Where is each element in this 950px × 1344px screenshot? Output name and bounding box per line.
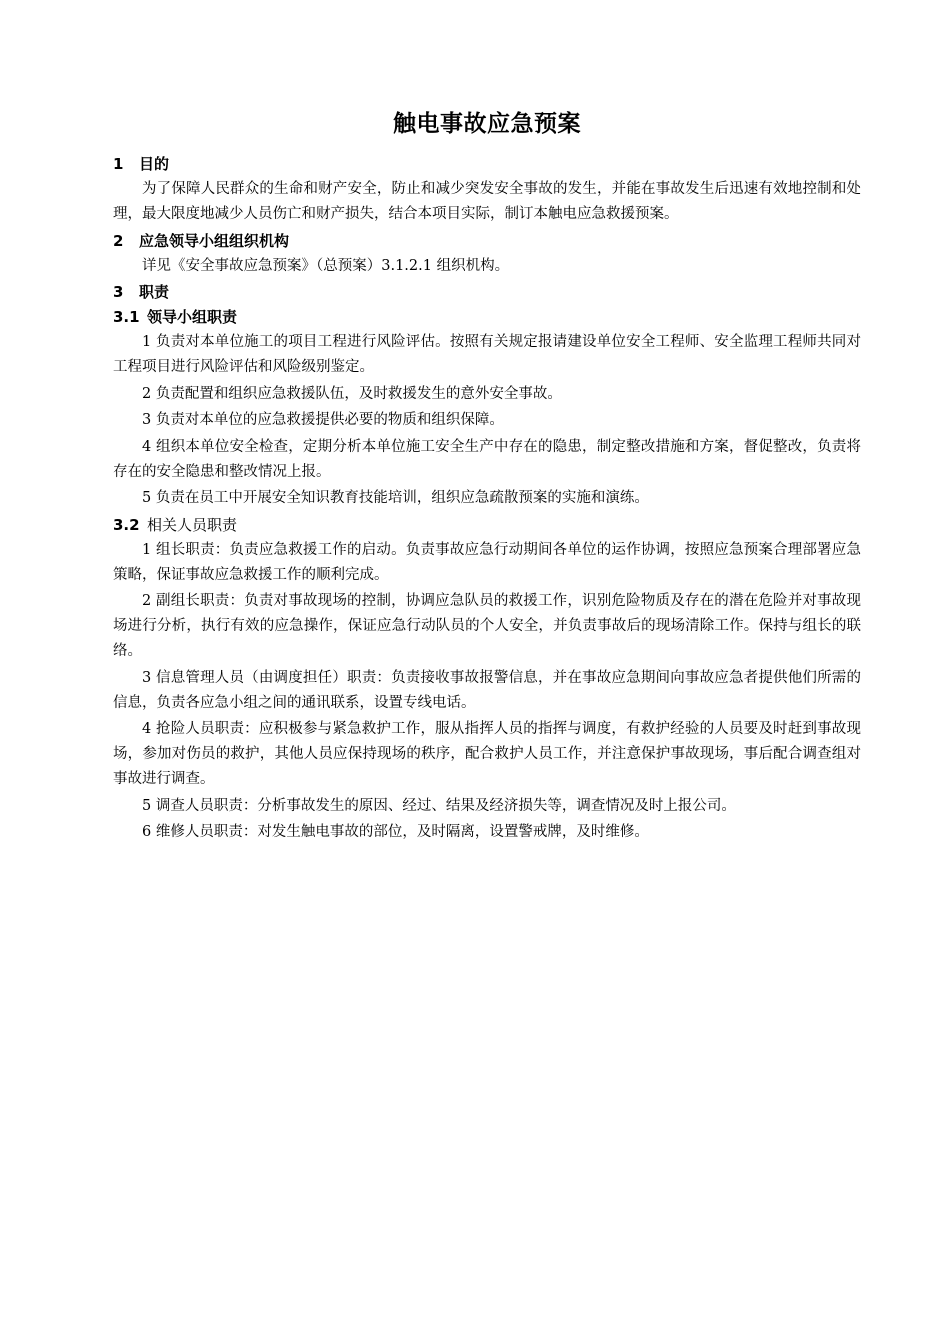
list-item: 2 副组长职责：负责对事故现场的控制，协调应急队员的救援工作，识别危险物质及存在的潜在危险并对事故现场进行分析，执行有效的应急操作，保证应急行动队员的个人安全，并负责事故后的现场清除工作。保持与组长的联络。: [113, 593, 861, 659]
section-1-paragraph: 为了保障人民群众的生命和财产安全，防止和减少突发安全事故的发生，并能在事故发生后迅速有效地控制和处理，最大限度地减少人员伤亡和财产损失，结合本项目实际，制订本触电应急救援预案。: [113, 181, 861, 222]
section-title: 应急领导小组组织机构: [139, 231, 290, 250]
list-item: 5 调查人员职责：分析事故发生的原因、经过、结果及经济损失等，调查情况及时上报公司。: [142, 797, 736, 814]
section-3-1-heading: [113, 305, 861, 329]
section-number: 3.1: [113, 308, 140, 326]
list-item: 4 抢险人员职责：应积极参与紧急救护工作，服从指挥人员的指挥与调度，有救护经验的人员要及时赶到事故现场，参加对伤员的救护，其他人员应保持现场的秩序，配合救护人员工作，并注意保护事故现场，事后配合调查组对事故进行调查。: [113, 721, 861, 787]
list-item: 1 组长职责：负责应急救援工作的启动。负责事故应急行动期间各单位的运作协调，按照应急预案合理部署应急策略，保证事故应急救援工作的顺利完成。: [113, 541, 861, 583]
section-1-heading: [113, 152, 861, 176]
section-title: 领导小组职责: [147, 308, 238, 326]
list-item: 6 维修人员职责：对发生触电事故的部位，及时隔离，设置警戒牌，及时维修。: [142, 824, 649, 840]
list-item: 3 负责对本单位的应急救援提供必要的物质和组织保障。: [142, 412, 504, 428]
list-item: 3 信息管理人员（由调度担任）职责：负责接收事故报警信息，并在事故应急期间向事故应急者提供他们所需的信息，负责各应急小组之间的通讯联系，设置专线电话。: [113, 669, 861, 711]
list-item: 2 负责配置和组织应急救援队伍，及时救援发生的意外安全事故。: [142, 385, 562, 402]
section-2-paragraph: 详见《安全事故应急预案》（总预案）3.1.2.1 组织机构。: [142, 257, 510, 274]
list-item: 5 负责在员工中开展安全知识教育技能培训，组织应急疏散预案的实施和演练。: [142, 490, 649, 506]
section-3-heading: [113, 280, 861, 304]
section-title: 职责: [139, 283, 170, 301]
section-3-2-heading: [113, 513, 861, 537]
document-title: 触电事故应急预案: [393, 111, 581, 137]
list-item: 1 负责对本单位施工的项目工程进行风险评估。按照有关规定报请建设单位安全工程师、安全监理工程师共同对工程项目进行风险评估和风险级别鉴定。: [113, 334, 861, 375]
list-item: 4 组织本单位安全检查，定期分析本单位施工安全生产中存在的隐患，制定整改措施和方案，督促整改，负责将存在的安全隐患和整改情况上报。: [113, 438, 861, 480]
section-title: 相关人员职责: [147, 515, 238, 534]
section-number: 1: [113, 155, 124, 173]
section-number: 3.2: [113, 515, 140, 534]
section-title: 目的: [139, 155, 170, 173]
document-page: [113, 108, 861, 847]
section-2-heading: [113, 229, 861, 253]
section-number: 2: [113, 231, 124, 250]
section-number: 3: [113, 283, 124, 301]
